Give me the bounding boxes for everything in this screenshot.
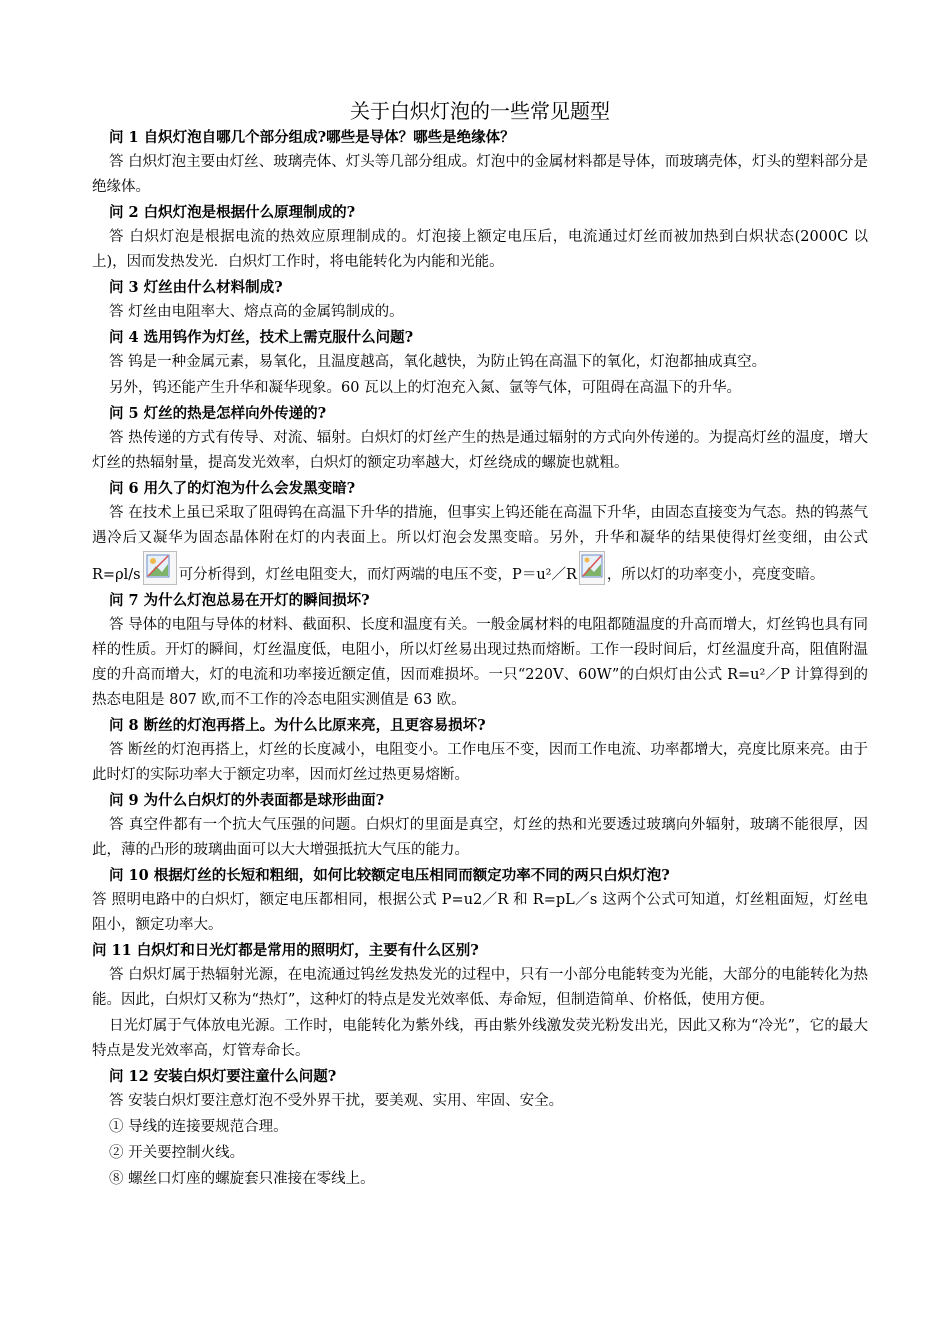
document-title: 关于白炽灯泡的一些常见题型 — [350, 99, 610, 123]
question-10: 问 10 根据灯丝的长短和粗细，如何比较额定电压相同而额定功率不同的两只白炽灯泡? — [109, 867, 670, 884]
answer-11-part-2: 日光灯属于气体放电光源。工作时，电能转化为紫外线，再由紫外线激发荧光粉发出光，因此又称为“冷光”，它的最大特点是发光效率高，灯管寿命长。 — [92, 1018, 868, 1059]
answer-6 — [92, 501, 868, 588]
answer-8: 答 断丝的灯泡再搭上，灯丝的长度减小，电阻变小。工作电压不变，因而工作电流、功率都增大，亮度比原来亮。由于此时灯的实际功率大于额定功率，因而灯丝过热更易熔断。 — [92, 742, 868, 783]
question-3: 问 3 灯丝由什么材料制成? — [109, 279, 283, 296]
answer-3: 答 灯丝由电阻率大、熔点高的金属钨制成的。 — [109, 304, 404, 320]
answer-5: 答 热传递的方式有传导、对流、辐射。白炽灯的灯丝产生的热是通过辐射的方式向外传递的。为提高灯丝的温度，增大灯丝的热辐射量，提高发光效率，白炽灯的额定功率越大，灯丝绕成的螺旋也就粗。 — [92, 430, 868, 471]
question-11: 问 11 白炽灯和日光灯都是常用的照明灯，主要有什么区别? — [92, 942, 479, 959]
question-9: 问 9 为什么白炽灯的外表面都是球形曲面? — [109, 792, 385, 809]
answer-9: 答 真空件都有一个抗大气压强的问题。白炽灯的里面是真空，灯丝的热和光要透过玻璃向外辐射，玻璃不能很厚，因此，薄的凸形的玻璃曲面可以大大增强抵抗大气压的能力。 — [92, 817, 868, 858]
question-4: 问 4 选用钨作为灯丝，技术上需克服什么问题? — [109, 329, 414, 346]
answer-12: 答 安装白炽灯要注意灯泡不受外界干扰，要美观、实用、牢固、安全。 — [109, 1093, 564, 1109]
question-5: 问 5 灯丝的热是怎样向外传递的? — [109, 405, 327, 422]
question-1: 问 1 自炽灯泡自哪几个部分组成?哪些是导体？哪些是绝缘体？ — [109, 129, 515, 146]
list-item: ⑧ 螺丝口灯座的螺旋套只准接在零线上。 — [109, 1171, 375, 1187]
question-12: 问 12 安装白炽灯要注童什么问题? — [109, 1068, 337, 1085]
question-2: 问 2 白炽灯泡是根据什么原理制成的? — [109, 204, 356, 221]
answer-6-text-1: 答 在技术上虽已采取了阻碍钨在高温下升华的措施，但事实上钨还能在高温下升华，由固态直接变为气态。热的钨蒸气遇冷后又凝华为固态晶体附在灯的内表面上。所以灯泡会发黑变暗。另外，升华和凝华的结果使得灯丝变细，由公式 R=ρl/s — [92, 505, 868, 583]
formula-image-icon — [143, 551, 177, 585]
formula-image-icon — [579, 551, 605, 585]
question-8: 问 8 断丝的灯泡再搭上。为什么比原来亮，且更容易损坏? — [109, 717, 486, 734]
answer-6-text-3: ，所以灯的功率变小，亮度变暗。 — [606, 567, 825, 583]
answer-4-part-1: 答 钨是一种金属元素，易氧化，且温度越高，氧化越快，为防止钨在高温下的氧化，灯泡都抽成真空。 — [109, 354, 767, 370]
list-item: ② 开关要控制火线。 — [109, 1145, 245, 1161]
answer-11-part-1: 答 白炽灯属于热辐射光源，在电流通过钨丝发热发光的过程中，只有一小部分电能转变为光能，大部分的电能转化为热能。因此，白炽灯又称为“热灯”，这种灯的特点是发光效率低、寿命短，但制造简单、价格低，使用方便。 — [92, 967, 868, 1008]
question-6: 问 6 用久了的灯泡为什么会发黑变暗? — [109, 480, 356, 497]
question-7: 问 7 为什么灯泡总易在开灯的瞬间损坏? — [109, 592, 370, 609]
answer-6-text-2: 可分析得到，灯丝电阻变大，而灯两端的电压不变，P＝u²／R — [178, 567, 577, 583]
answer-7: 答 导体的电阻与导体的材料、截面积、长度和温度有关。一般金属材料的电阻都随温度的升高而增大，灯丝钨也具有同样的性质。开灯的瞬间，灯丝温度低，电阻小，所以灯丝易出现过热而熔断。工作一段时间后，灯丝温度升高，阻值附温度的升高而增大，灯的电流和功率接近额定值，因而难损坏。一只“220V、60W”的白炽灯由公式 R=u²／P 计算得到的热态电阻是 807 欧,而不工作的冷态电阻实测值是 63 欧。 — [92, 617, 868, 708]
answer-4-part-2: 另外，钨还能产生升华和凝华现象。60 瓦以上的灯泡充入氮、氩等气体，可阻碍在高温下的升华。 — [109, 380, 742, 396]
answer-10: 答 照明电路中的白炽灯，额定电压都相同，根据公式 P=u2／R 和 R=pL／s 这两个公式可知道，灯丝粗面短，灯丝电阻小，额定功率大。 — [92, 892, 868, 933]
answer-2: 答 白炽灯泡是根据电流的热效应原理制成的。灯泡接上额定电压后，电流通过灯丝而被加热到白炽状态(2000C 以上)，因而发热发光．白炽灯工作时，将电能转化为内能和光能。 — [92, 229, 868, 270]
answer-1: 答 白炽灯泡主要由灯丝、玻璃壳体、灯头等几部分组成。灯泡中的金属材料都是导体，而玻璃壳体，灯头的塑料部分是绝缘体。 — [92, 154, 868, 195]
document-body — [92, 96, 868, 1193]
list-item: ① 导线的连接要规范合理。 — [109, 1119, 288, 1135]
